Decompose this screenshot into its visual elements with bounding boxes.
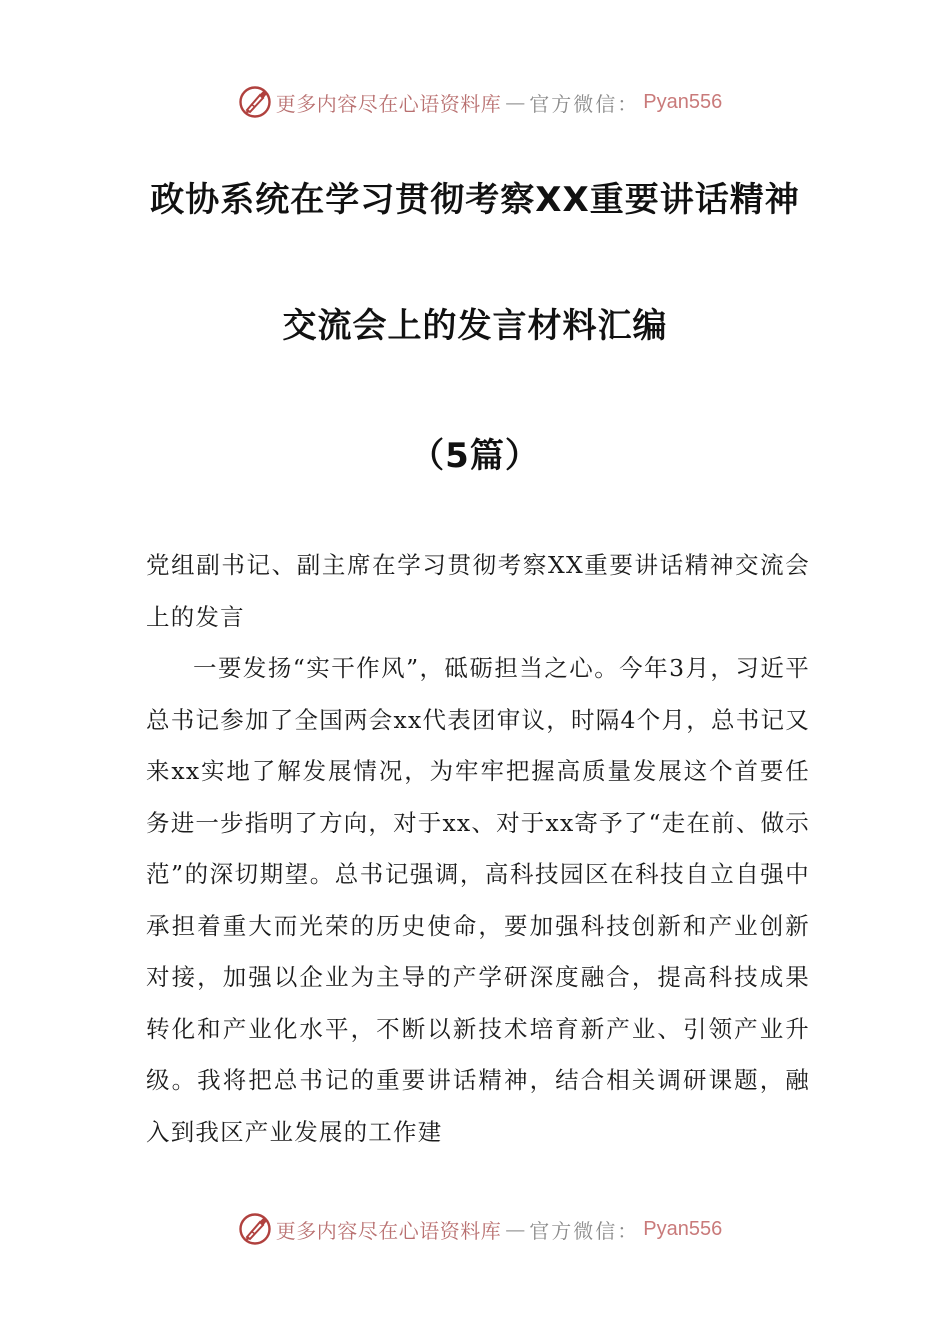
banner-wechat-id: Pyan556 bbox=[643, 90, 723, 113]
banner-slogan: 更多内容尽在心语资料库 bbox=[275, 91, 502, 116]
document-title-line1: 政协系统在学习贯彻考察XX重要讲话精神 bbox=[150, 180, 800, 220]
header-banner bbox=[0, 82, 950, 122]
banner-wechat-label: 官方微信： bbox=[529, 1218, 640, 1243]
document-title-count: （5篇） bbox=[410, 436, 540, 476]
banner-dash: — bbox=[505, 90, 526, 114]
document-body bbox=[146, 540, 810, 1158]
footer-banner bbox=[0, 1209, 950, 1249]
banner-dash: — bbox=[505, 1217, 526, 1241]
pen-logo-icon bbox=[238, 85, 272, 119]
document-title-line2: 交流会上的发言材料汇编 bbox=[282, 306, 668, 346]
banner-slogan: 更多内容尽在心语资料库 bbox=[275, 1218, 502, 1243]
pen-logo-icon bbox=[238, 1212, 272, 1246]
section-heading: 党组副书记、副主席在学习贯彻考察XX重要讲话精神交流会上的发言 bbox=[146, 551, 810, 631]
body-paragraph: 一要发扬“实干作风”，砥砺担当之心。今年3月，习近平总书记参加了全国两会xx代表团审议，时隔4个月，总书记又来xx实地了解发展情况，为牢牢把握高质量发展这个首要任务进一步指明了方向，对于xx、对于xx寄予了“走在前、做示范”的深切期望。总书记强调，高科技园区在科技自立自强中承担着重大而光荣的历史使命，要加强科技创新和产业创新对接，加强以企业为主导的产学研深度融合，提高科技成果转化和产业化水平，不断以新技术培育新产业、引领产业升级。我将把总书记的重要讲话精神，结合相关调研课题，融入到我区产业发展的工作建 bbox=[146, 654, 810, 1146]
banner-wechat-label: 官方微信： bbox=[529, 91, 640, 116]
banner-wechat-id: Pyan556 bbox=[643, 1217, 723, 1240]
